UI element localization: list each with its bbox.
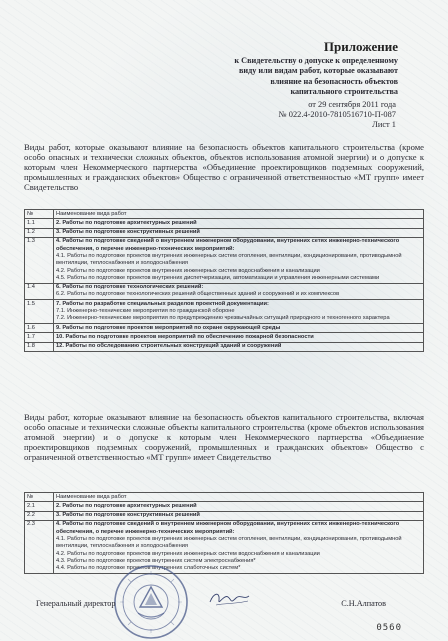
sheet-number: Лист 1 [372, 120, 396, 130]
work-type-title: 9. Работы по подготовке проектов мероприятий по охране окружающей среды [56, 324, 281, 331]
table-row [25, 502, 424, 511]
work-type-title: 2. Работы по подготовке архитектурных решений [56, 219, 197, 226]
table-row [25, 228, 424, 237]
table-row [25, 511, 424, 520]
row-content [54, 502, 424, 511]
row-content [54, 333, 424, 342]
work-subtype: 4.3. Работы по подготовке проектов внутренних систем электроснабжения* [56, 557, 256, 564]
work-type-title: 4. Работы по подготовке сведений о внутреннем инженерном оборудовании, внутренних сетях инженерно-технического обеспечения, о перечне инженерно-технических мероприятий: [56, 238, 400, 252]
work-type-title: 12. Работы по обследованию строительных конструкций зданий и сооружений [56, 343, 282, 350]
document-date: от 29 сентября 2011 года [308, 100, 396, 109]
table-row [25, 324, 424, 333]
table-header-row [25, 210, 424, 219]
work-subtype: 6.2. Работы по подготовке технологических решений общественных зданий и сооружений и их комплексов [56, 291, 340, 298]
work-subtype: 4.2. Работы по подготовке проектов внутренних инженерных систем водоснабжения и канализации [56, 550, 320, 557]
works-table-1 [24, 209, 424, 352]
row-number: 1.8 [25, 342, 54, 351]
column-header-name: Наименование вида работ [54, 493, 424, 502]
row-content [54, 219, 424, 228]
table-row [25, 219, 424, 228]
intro-paragraph-2: Виды работ, которые оказывают влияние на безопасность объектов капитального строительства, включая особо опасные и технически сложные объекты капитального строительства (кроме объектов использования атомной энергии) и о допуске к которым член Некоммерческого партнерства «Объединение проектировщиков подземных сооружений, промышленных и гражданских объектов» Общество с ограниченной ответственностью «МТ групп» имеет Свидетельство [24, 412, 424, 463]
table-row [25, 342, 424, 351]
page-number: 0560 [376, 623, 402, 633]
row-number: 1.7 [25, 333, 54, 342]
row-number: 1.6 [25, 324, 54, 333]
row-content [54, 300, 424, 324]
appendix-title: Приложение [323, 39, 398, 54]
header-block [168, 40, 398, 97]
appendix-subtitle-line: к Свидетельству о допуске к определенному [234, 55, 398, 65]
appendix-subtitle-line: виду или видам работ, которые оказывают [239, 66, 398, 76]
document-meta [279, 100, 396, 130]
table-row [25, 283, 424, 300]
row-number: 1.2 [25, 228, 54, 237]
row-number: 1.5 [25, 300, 54, 324]
work-type-title: 2. Работы по подготовке архитектурных решений [56, 502, 197, 509]
work-subtype: 4.1. Работы по подготовке проектов внутренних инженерных систем отопления, вентиляции, кондиционирования, противодымной вентиляции, теплоснабжения и холодоснабжения [56, 535, 402, 550]
table-header-row [25, 493, 424, 502]
row-number: 2.3 [25, 520, 54, 573]
row-number: 1.3 [25, 237, 54, 283]
work-subtype: 4.4. Работы по подготовке проектов внутренних слаботочных систем* [56, 565, 241, 572]
column-header-number: № [25, 210, 54, 219]
work-type-title: 3. Работы по подготовке конструктивных решений [56, 512, 200, 519]
column-header-name: Наименование вида работ [54, 210, 424, 219]
work-subtype: 4.5. Работы по подготовке проектов внутренних диспетчеризации, автоматизации и управления инженерными системами [56, 274, 380, 281]
appendix-subtitle-line: капитального строительства [290, 87, 398, 97]
signature-row [24, 599, 424, 613]
work-type-title: 10. Работы по подготовке проектов мероприятий по обеспечению пожарной безопасности [56, 333, 314, 340]
row-content [54, 228, 424, 237]
row-number: 2.2 [25, 511, 54, 520]
row-number: 1.4 [25, 283, 54, 300]
work-type-title: 3. Работы по подготовке конструктивных решений [56, 229, 200, 236]
director-title: Генеральный директор [36, 599, 116, 608]
table-row [25, 300, 424, 324]
row-content [54, 342, 424, 351]
work-type-title: 7. Работы по разработке специальных разделов проектной документации: [56, 300, 269, 307]
row-content [54, 324, 424, 333]
work-type-title: 4. Работы по подготовке сведений о внутреннем инженерном оборудовании, внутренних сетях инженерно-технического обеспечения, о перечне инженерно-технических мероприятий: [56, 521, 400, 535]
row-content [54, 237, 424, 283]
row-content [54, 520, 424, 573]
row-content [54, 511, 424, 520]
row-number: 2.1 [25, 502, 54, 511]
director-name: С.Н.Алпатов [341, 599, 386, 608]
work-subtype: 4.2. Работы по подготовке проектов внутренних инженерных систем водоснабжения и канализации [56, 267, 320, 274]
column-header-number: № [25, 493, 54, 502]
document-number: № 022.4-2010-7810516710-П-087 [278, 110, 396, 120]
work-subtype: 7.2. Инженерно-технические мероприятия по предупреждению чрезвычайных ситуаций природного и техногенного характера [56, 315, 390, 322]
table-row [25, 520, 424, 573]
row-number: 1.1 [25, 219, 54, 228]
work-subtype: 7.1. Инженерно-технические мероприятия по гражданской обороне [56, 308, 235, 315]
intro-paragraph-1: Виды работ, которые оказывают влияние на безопасность объектов капитального строительства (кроме особо опасных и технически сложных объектов, объектов использования атомной энергии) и о допуске к которым член Некоммерческого партнерства «Объединение проектировщиков подземных сооружений, промышленных и гражданских объектов» Общество с ограниченной ответственностью «МТ групп» имеет Свидетельство [24, 142, 424, 193]
appendix-subtitle-line: влияние на безопасность объектов [270, 76, 398, 86]
row-content [54, 283, 424, 300]
work-subtype: 4.1. Работы по подготовке проектов внутренних инженерных систем отопления, вентиляции, кондиционирования, противодымной вентиляции, теплоснабжения и холодоснабжения [56, 252, 402, 267]
table-row [25, 237, 424, 283]
works-table-2 [24, 492, 424, 574]
table-row [25, 333, 424, 342]
work-type-title: 6. Работы по подготовке технологических решений: [56, 284, 204, 291]
